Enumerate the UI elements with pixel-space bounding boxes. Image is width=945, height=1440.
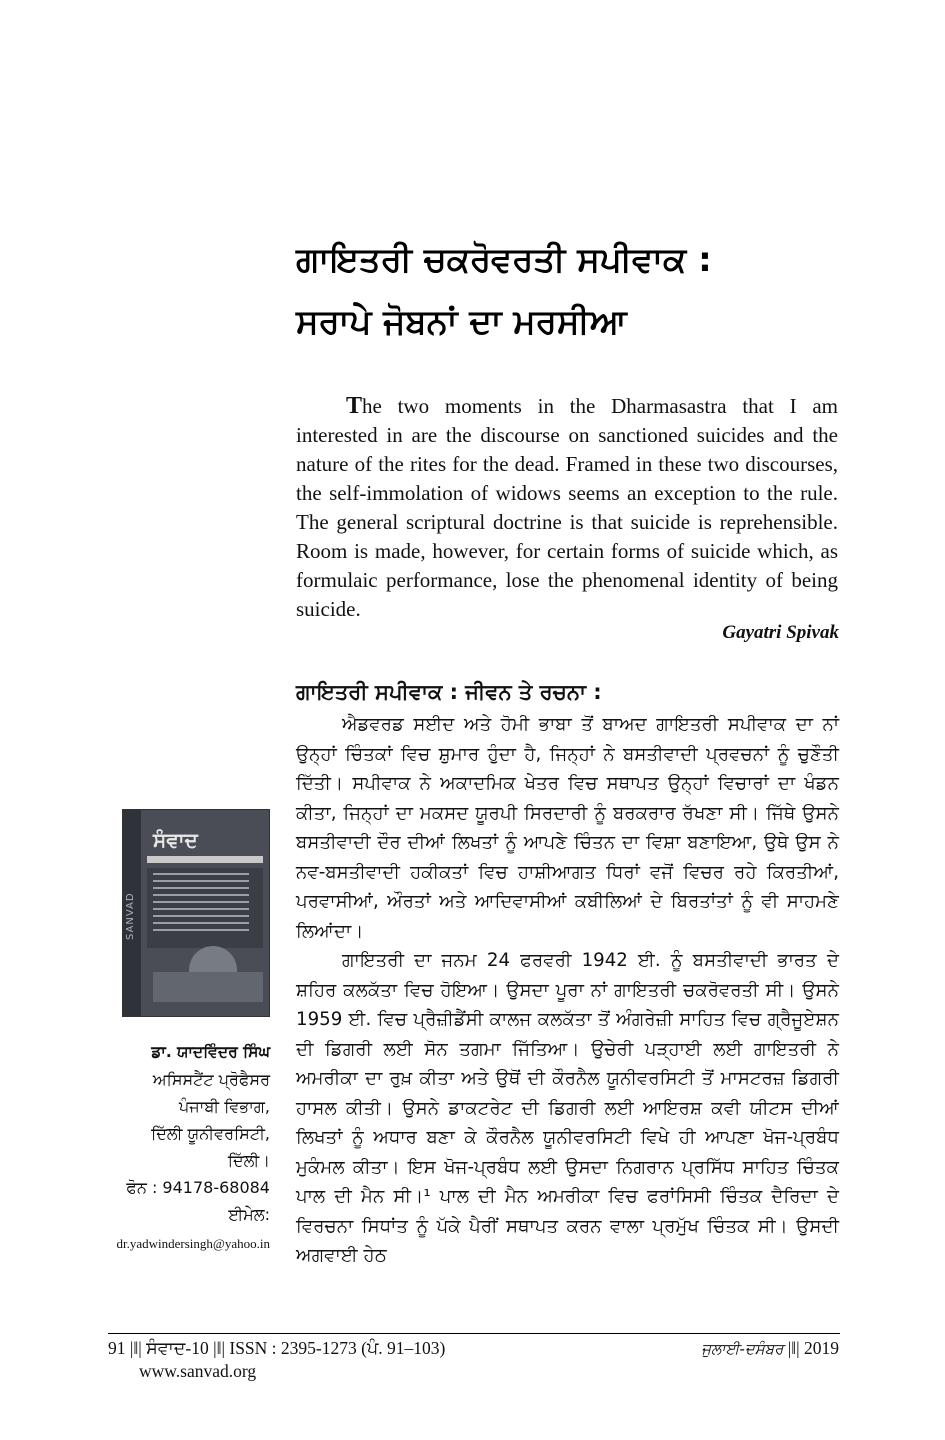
article-title-line-1: ਗਾਇਤਰੀ ਚਕਰੋਵਰਤੀ ਸਪੀਵਾਕ : bbox=[296, 240, 712, 280]
author-email[interactable]: dr.yadwindersingh@yahoo.in bbox=[116, 1236, 270, 1251]
cover-spine-text: SANVAD bbox=[125, 892, 136, 940]
author-email-label: ਈਮੇਲ: bbox=[228, 1205, 270, 1224]
author-department: ਪੰਜਾਬੀ ਵਿਭਾਗ, bbox=[178, 1097, 270, 1116]
author-name: ਡਾ. ਯਾਦਵਿੰਦਰ ਸਿੰਘ bbox=[151, 1043, 270, 1061]
author-designation: ਅਸਿਸਟੈਂਟ ਪ੍ਰੋਫੈਸਰ bbox=[152, 1070, 270, 1089]
footer-months: ਜੁਲਾਈ-ਦਸੰਬਰ bbox=[701, 1340, 784, 1358]
author-university: ਦਿੱਲੀ ਯੂਨੀਵਰਸਿਟੀ, bbox=[151, 1124, 270, 1143]
cover-band bbox=[147, 856, 263, 863]
article-title-line-2: ਸਰਾਪੇ ਜੋਬਨਾਂ ਦਾ ਮਰਸੀਆ bbox=[296, 302, 627, 342]
author-city: ਦਿੱਲੀ। bbox=[227, 1151, 270, 1170]
body-paragraph-1: ਐਡਵਰਡ ਸਈਦ ਅਤੇ ਹੋਮੀ ਭਾਬਾ ਤੋਂ ਬਾਅਦ ਗਾਇਤਰੀ ਸਪੀਵਾਕ ਦਾ ਨਾਂ ਉਨ੍ਹਾਂ ਚਿੰਤਕਾਂ ਵਿਚ ਸ਼ੁਮਾਰ ਹੁੰਦਾ ਹੈ, ਜਿਨ੍ਹਾਂ ਨੇ ਬਸਤੀਵਾਦੀ ਪ੍ਰਵਚਨਾਂ ਨੂੰ ਚੁਣੌਤੀ ਦਿੱਤੀ। ਸਪੀਵਾਕ ਨੇ ਅਕਾਦਮਿਕ ਖੇਤਰ ਵਿਚ ਸਥਾਪਤ ਉਨ੍ਹਾਂ ਵਿਚਾਰਾਂ ਦਾ ਖੰਡਨ ਕੀਤਾ, ਜਿਨ੍ਹਾਂ ਦਾ ਮਕਸਦ ਯੂਰਪੀ ਸਿਰਦਾਰੀ ਨੂੰ ਬਰਕਰਾਰ ਰੱਖਣਾ ਸੀ। ਜਿੱਥੇ ਉਸਨੇ ਬਸਤੀਵਾਦੀ ਦੌਰ ਦੀਆਂ ਲਿਖਤਾਂ ਨੂੰ ਆਪਣੇ ਚਿੰਤਨ ਦਾ ਵਿਸ਼ਾ ਬਣਾਇਆ, ਉਥੇ ਉਸ ਨੇ ਨਵ-ਬਸਤੀਵਾਦੀ ਹਕੀਕਤਾਂ ਵਿਚ ਹਾਸ਼ੀਆਗਤ ਧਿਰਾਂ ਵਜੋਂ ਵਿਚਰ ਰਹੇ ਕਿਰਤੀਆਂ, ਪਰਵਾਸੀਆਂ, ਔਰਤਾਂ ਅਤੇ ਆਦਿਵਾਸੀਆਂ ਕਬੀਲਿਆਂ ਦੇ ਬਿਰਤਾਂਤਾਂ ਨੂੰ ਵੀ ਸਾਹਮਣੇ ਲਿਆਂਦਾ। bbox=[296, 714, 839, 942]
body-paragraph-2: ਗਾਇਤਰੀ ਦਾ ਜਨਮ 24 ਫਰਵਰੀ 1942 ਈ. ਨੂੰ ਬਸਤੀਵਾਦੀ ਭਾਰਤ ਦੇ ਸ਼ਹਿਰ ਕਲਕੱਤਾ ਵਿਚ ਹੋਇਆ। ਉਸਦਾ ਪੂਰਾ ਨਾਂ ਗਾਇਤਰੀ ਚਕਰੋਵਰਤੀ ਸੀ। ਉਸਨੇ 1959 ਈ. ਵਿਚ ਪ੍ਰੈਜ਼ੀਡੈਂਸੀ ਕਾਲਜ ਕਲਕੱਤਾ ਤੋਂ ਅੰਗਰੇਜ਼ੀ ਸਾਹਿਤ ਵਿਚ ਗ੍ਰੈਜੂਏਸ਼ਨ ਦੀ ਡਿਗਰੀ ਲਈ ਸੋਨ ਤਗਮਾ ਜਿੱਤਿਆ। ਉਚੇਰੀ ਪੜ੍ਹਾਈ ਲਈ ਗਾਇਤਰੀ ਨੇ ਅਮਰੀਕਾ ਦਾ ਰੁਖ਼ ਕੀਤਾ ਅਤੇ ਉਥੋਂ ਦੀ ਕੌਰਨੈਲ ਯੂਨੀਵਰਸਿਟੀ ਤੋਂ ਮਾਸਟਰਜ਼ ਡਿਗਰੀ ਹਾਸਲ ਕੀਤੀ। ਉਸਨੇ ਡਾਕਟਰੇਟ ਦੀ ਡਿਗਰੀ ਲਈ ਆਇਰਸ਼ ਕਵੀ ਯੀਟਸ ਦੀਆਂ ਲਿਖਤਾਂ ਨੂੰ ਅਧਾਰ ਬਣਾ ਕੇ ਕੌਰਨੈਲ ਯੂਨੀਵਰਸਿਟੀ ਵਿਖੇ ਹੀ ਆਪਣਾ ਖੋਜ-ਪ੍ਰਬੰਧ ਮੁਕੰਮਲ ਕੀਤਾ। ਇਸ ਖੋਜ-ਪ੍ਰਬੰਧ ਲਈ ਉਸਦਾ ਨਿਗਰਾਨ ਪ੍ਰਸਿੱਧ ਸਾਹਿਤ ਚਿੰਤਕ ਪਾਲ ਦੀ ਮੈਨ ਸੀ।¹ ਪਾਲ ਦੀ ਮੈਨ ਅਮਰੀਕਾ ਵਿਚ ਫਰਾਂਸਿਸੀ ਚਿੰਤਕ ਦੈਰਿਦਾ ਦੇ ਵਿਰਚਨਾ ਸਿਧਾਂਤ ਨੂੰ ਪੱਕੇ ਪੈਰੀਂ ਸਥਾਪਤ ਕਰਨ ਵਾਲਾ ਪ੍ਰਮੁੱਖ ਚਿੰਤਕ ਸੀ। ਉਸਦੀ ਅਗਵਾਈ ਹੇਠ bbox=[296, 950, 839, 1266]
section-heading: ਗਾਇਤਰੀ ਸਪੀਵਾਕ : ਜੀਵਨ ਤੇ ਰਚਨਾ : bbox=[296, 680, 602, 704]
article-body bbox=[296, 710, 839, 1271]
epigraph-attribution: Gayatri Spivak bbox=[722, 622, 839, 643]
footer-page-info: 91 |‖| ਸੰਵਾਦ-10 |‖| ISSN : 2395-1273 (ਪੰ. 91–103) bbox=[108, 1338, 446, 1358]
footer-year: |‖| 2019 bbox=[783, 1338, 839, 1358]
footer-issue-date bbox=[701, 1338, 839, 1359]
cover-spine bbox=[123, 810, 141, 1016]
cover-masthead: ਸੰਵਾਦ bbox=[153, 828, 198, 852]
cover-building-dome bbox=[189, 946, 237, 972]
epigraph-text: he two moments in the Dharmasastra that I am interested in are the discourse on sanctioned suicides and the nature of the rites for the dead. Framed in these two discourses, the self-immolation of widows seems an exception to the rule. The general scriptural doctrine is that suicide is reprehensible. Room is made, however, for certain forms of suicide which, as formulaic performance, lose the phenomenal identity of being suicide. bbox=[296, 394, 838, 621]
epigraph bbox=[296, 392, 838, 624]
author-phone: ਫੋਨ : 94178-68084 bbox=[126, 1178, 270, 1197]
journal-cover-image bbox=[122, 809, 270, 1017]
epigraph-dropcap: T bbox=[346, 393, 363, 419]
cover-contents-panel bbox=[147, 868, 263, 948]
footer-rule bbox=[108, 1333, 840, 1334]
footer-website-link[interactable]: www.sanvad.org bbox=[139, 1361, 257, 1381]
cover-building-base bbox=[153, 972, 263, 1002]
